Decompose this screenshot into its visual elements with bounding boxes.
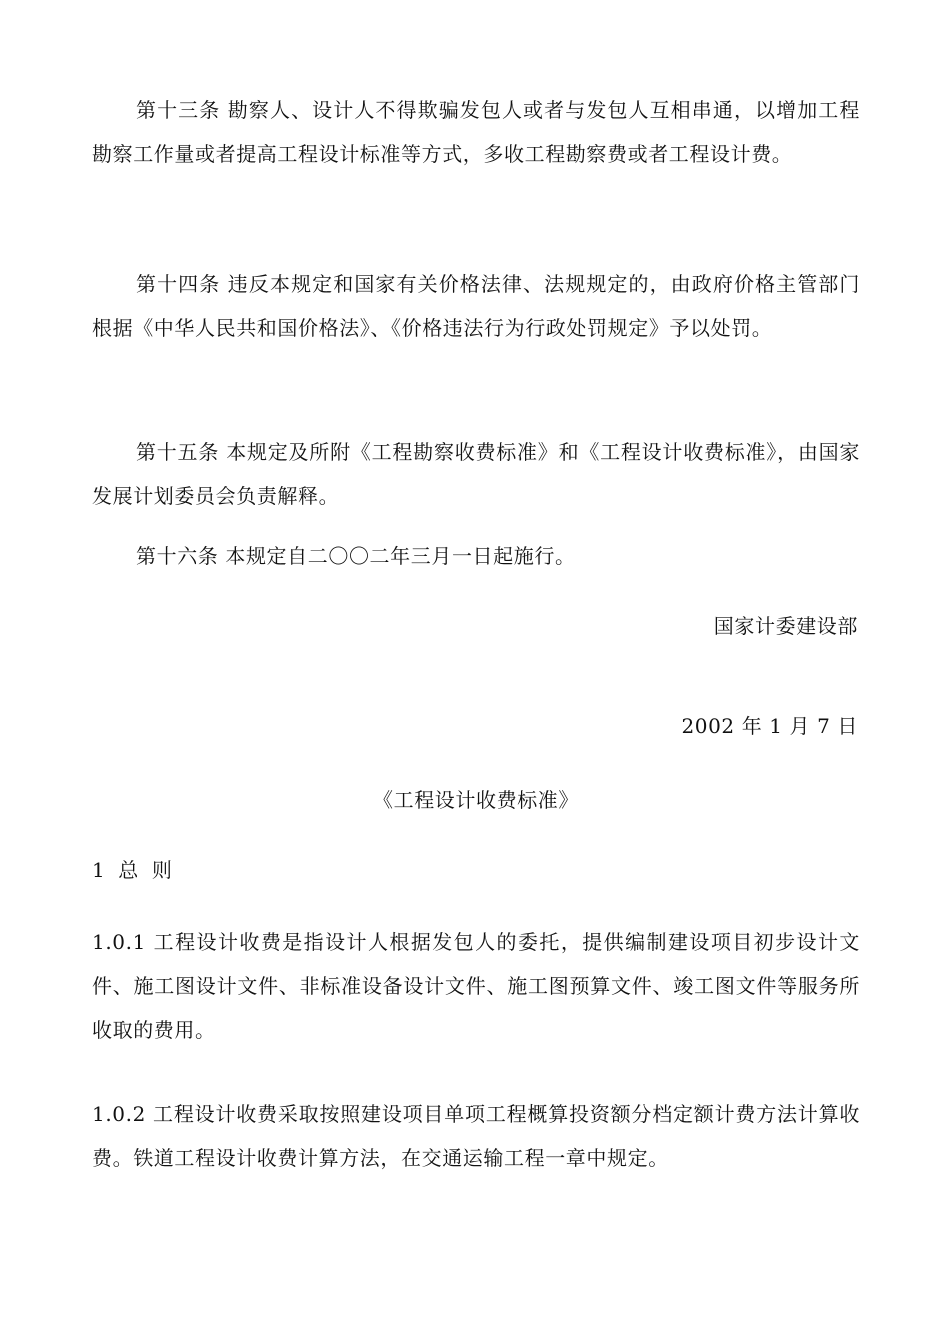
article-13: 第十三条 勘察人、设计人不得欺骗发包人或者与发包人互相串通，以增加工程勘察工作量或者提高工程设计标准等方式，多收工程勘察费或者工程设计费。 bbox=[92, 98, 860, 166]
chapter-heading: 1 总 则 bbox=[92, 858, 173, 882]
article-16: 第十六条 本规定自二〇〇二年三月一日起施行。 bbox=[136, 544, 576, 568]
issue-date: 2002 年 1 月 7 日 bbox=[681, 714, 858, 738]
issuer-signature: 国家计委建设部 bbox=[713, 614, 858, 638]
clause-1-0-2: 1.0.2 工程设计收费采取按照建设项目单项工程概算投资额分档定额计费方法计算收费。铁道工程设计收费计算方法，在交通运输工程一章中规定。 bbox=[92, 1102, 860, 1170]
article-14: 第十四条 违反本规定和国家有关价格法律、法规规定的，由政府价格主管部门根据《中华人民共和国价格法》、《价格违法行为行政处罚规定》予以处罚。 bbox=[92, 272, 860, 340]
article-15: 第十五条 本规定及所附《工程勘察收费标准》和《工程设计收费标准》，由国家发展计划委员会负责解释。 bbox=[92, 440, 860, 508]
standard-title: 《工程设计收费标准》 bbox=[373, 788, 579, 812]
clause-1-0-1: 1.0.1 工程设计收费是指设计人根据发包人的委托，提供编制建设项目初步设计文件、施工图设计文件、非标准设备设计文件、施工图预算文件、竣工图文件等服务所收取的费用。 bbox=[92, 930, 860, 1042]
